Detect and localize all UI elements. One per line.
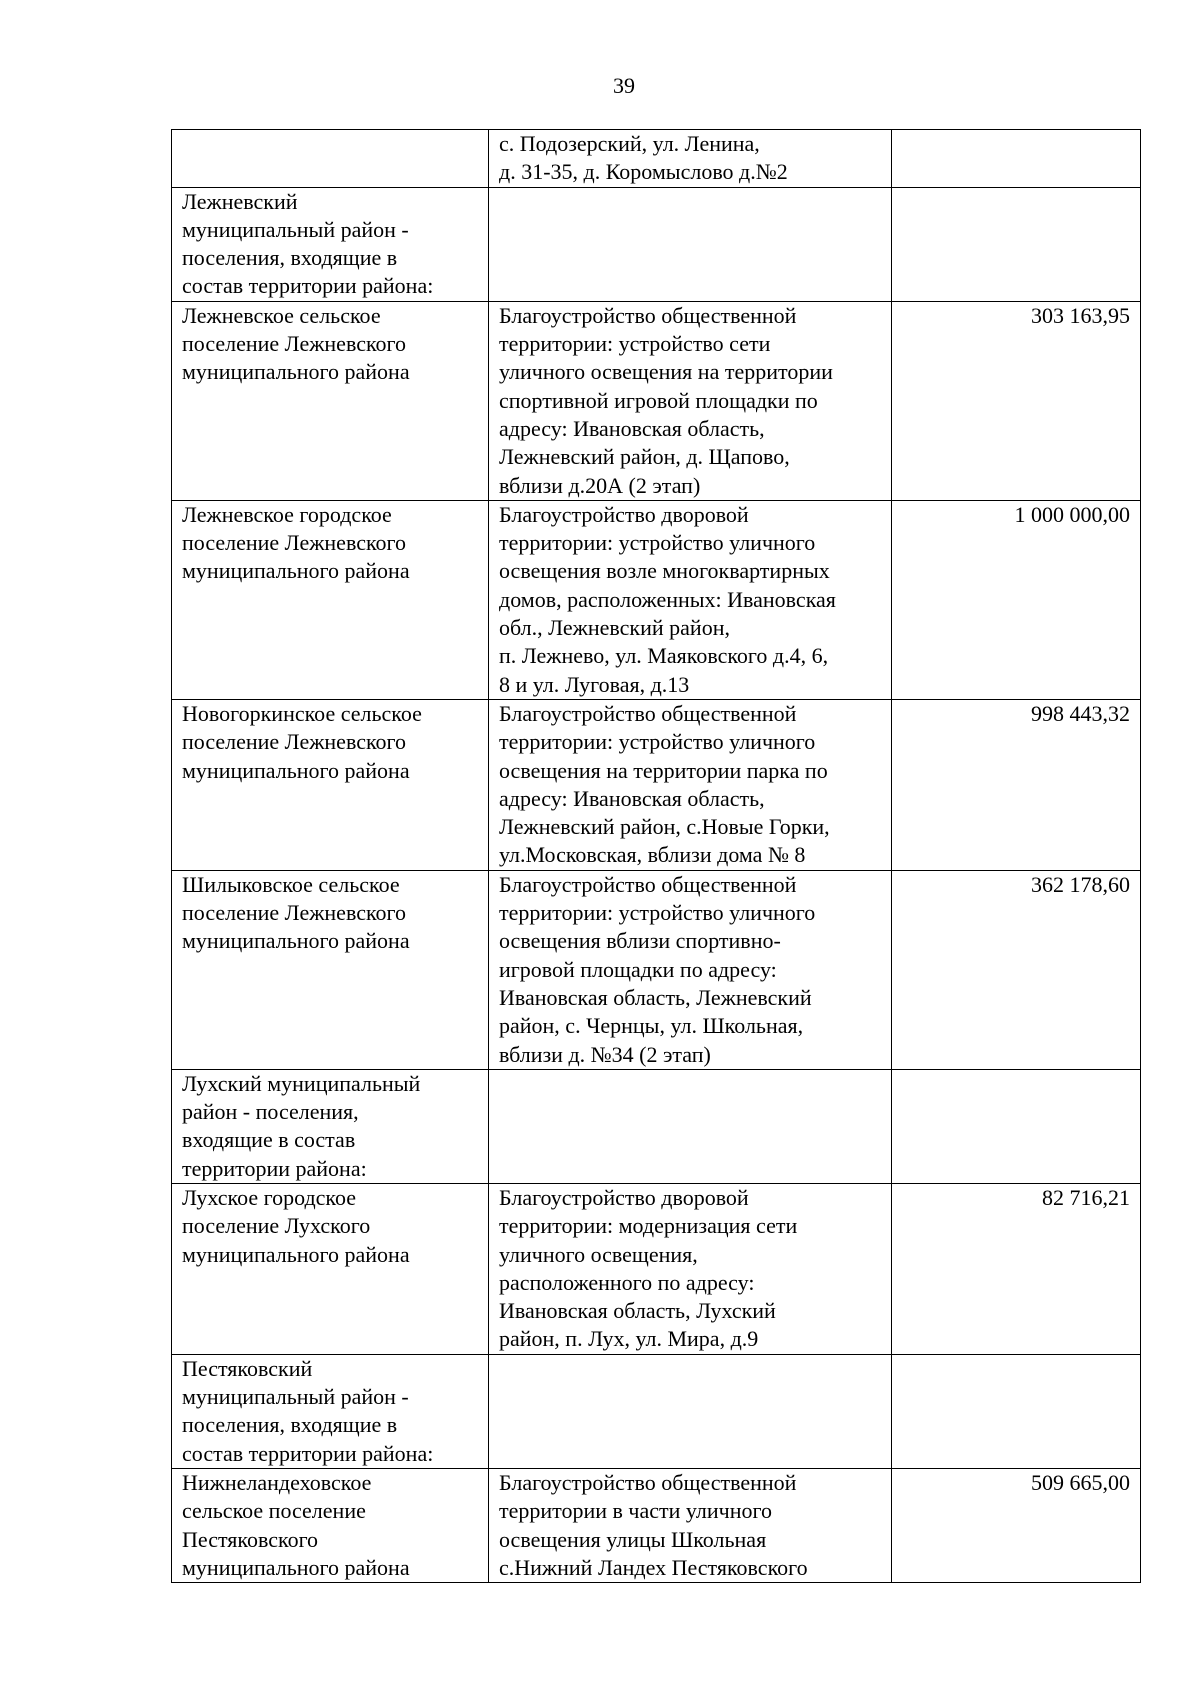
municipality-line: Пестяковский [182,1355,313,1381]
amount-cell [892,1468,1141,1582]
municipality-line: Новогоркинское сельское [182,700,422,726]
description-line: район, п. Лух, ул. Мира, д.9 [499,1326,759,1352]
description-line: территории в части уличного [499,1498,772,1524]
amount-cell [892,1183,1141,1354]
municipality-line: состав территории района: [182,1440,434,1466]
municipality-line: муниципального района [182,1554,410,1580]
amount-cell [892,699,1141,870]
municipality-line: поселения, входящие в [182,245,398,271]
municipality-line: состав территории района: [182,273,434,299]
description-line: Благоустройство общественной [499,1469,797,1495]
municipality-cell [172,1468,489,1582]
municipality-line: район - поселения, [182,1099,359,1125]
table-body [172,130,1141,1583]
municipality-line: Лежневское сельское [182,302,381,328]
municipality-line: Лежневский [182,188,298,214]
municipality-line: поселение Лежневского [182,331,407,357]
amount-value: 303 163,95 [1031,302,1130,328]
municipality-line: Лежневское городское [182,501,392,527]
amount-value: 362 178,60 [1031,871,1130,897]
description-line: игровой площадки по адресу: [499,956,777,982]
description-cell [489,1468,892,1582]
amount-cell [892,1354,1141,1468]
description-line: освещения улицы Школьная [499,1526,767,1552]
table-row [172,870,1141,1069]
table-row [172,1183,1141,1354]
page-number: 39 [613,73,635,98]
amount-value: 509 665,00 [1031,1469,1130,1495]
municipality-line: поселение Лежневского [182,900,407,926]
description-line: 8 и ул. Луговая, д.13 [499,671,690,697]
description-cell [489,1354,892,1468]
municipality-line: муниципальный район - [182,1384,409,1410]
municipality-line: поселение Лухского [182,1213,371,1239]
description-line: освещения вблизи спортивно- [499,928,781,954]
description-line: адресу: Ивановская область, [499,415,765,441]
municipality-line: Нижнеландеховское [182,1469,372,1495]
description-line: с.Нижний Ландех Пестяковского [499,1554,808,1580]
municipality-line: территории района: [182,1155,367,1181]
table-row [172,187,1141,301]
municipality-line: Шилыковское сельское [182,871,400,897]
description-line: Благоустройство дворовой [499,1184,749,1210]
description-line: с. Подозерский, ул. Ленина, [499,131,760,156]
municipality-line: муниципального района [182,1241,410,1267]
description-line: вблизи д.20А (2 этап) [499,472,701,498]
description-cell [489,500,892,699]
table-row [172,1354,1141,1468]
description-line: освещения на территории парка по [499,757,828,783]
municipality-line: муниципального района [182,558,410,584]
description-cell [489,187,892,301]
description-line: обл., Лежневский район, [499,615,730,641]
municipality-line: муниципального района [182,757,410,783]
description-line: территории: устройство сети [499,331,771,357]
municipality-line: муниципального района [182,928,410,954]
description-cell [489,1069,892,1183]
description-line: территории: модернизация сети [499,1213,798,1239]
municipality-cell [172,870,489,1069]
description-line: территории: устройство уличного [499,900,816,926]
description-line: Ивановская область, Лежневский [499,984,812,1010]
description-line: Благоустройство общественной [499,302,797,328]
municipality-line: сельское поселение [182,1498,366,1524]
description-line: домов, расположенных: Ивановская [499,586,836,612]
municipality-line: муниципального района [182,359,410,385]
table-row [172,1468,1141,1582]
description-line: п. Лежнево, ул. Маяковского д.4, 6, [499,643,829,669]
description-cell [489,699,892,870]
description-line: территории: устройство уличного [499,530,816,556]
description-line: Благоустройство дворовой [499,501,749,527]
municipality-line: Пестяковского [182,1526,319,1552]
description-line: уличного освещения на территории [499,359,833,385]
description-line: Лежневский район, с.Новые Горки, [499,814,830,840]
description-line: ул.Московская, вблизи дома № 8 [499,842,806,868]
municipality-cell [172,699,489,870]
description-line: район, с. Чернцы, ул. Школьная, [499,1013,804,1039]
amount-cell [892,500,1141,699]
amount-value: 998 443,32 [1031,700,1130,726]
description-cell [489,301,892,500]
description-cell [489,130,892,188]
amount-cell [892,1069,1141,1183]
table-row [172,130,1141,188]
municipality-cell [172,500,489,699]
municipality-cell [172,1069,489,1183]
description-line: вблизи д. №34 (2 этап) [499,1041,711,1067]
description-line: расположенного по адресу: [499,1269,755,1295]
municipality-line: поселение Лежневского [182,530,407,556]
amount-value: 82 716,21 [1042,1184,1130,1210]
municipality-cell [172,1183,489,1354]
amount-cell [892,187,1141,301]
description-line: спортивной игровой площадки по [499,387,818,413]
municipality-line: муниципальный район - [182,216,409,242]
municipality-line: Лухский муниципальный [182,1070,421,1096]
amount-cell [892,870,1141,1069]
municipality-line: Лухское городское [182,1184,357,1210]
municipality-line: поселение Лежневского [182,729,407,755]
description-line: Благоустройство общественной [499,871,797,897]
description-line: Лежневский район, д. Щапово, [499,444,790,470]
municipality-line: входящие в состав [182,1127,356,1153]
table-row [172,1069,1141,1183]
amount-cell [892,130,1141,188]
municipality-line: поселения, входящие в [182,1412,398,1438]
municipality-cell [172,130,489,188]
table-row [172,301,1141,500]
description-cell [489,1183,892,1354]
description-cell [489,870,892,1069]
description-line: адресу: Ивановская область, [499,785,765,811]
funding-table [171,129,1141,1583]
amount-cell [892,301,1141,500]
description-line: Благоустройство общественной [499,700,797,726]
table-row [172,500,1141,699]
municipality-cell [172,1354,489,1468]
municipality-cell [172,187,489,301]
description-line: Ивановская область, Лухский [499,1298,776,1324]
description-line: освещения возле многоквартирных [499,558,830,584]
amount-value: 1 000 000,00 [1014,501,1130,527]
description-line: д. 31-35, д. Коромыслово д.№2 [499,159,788,185]
municipality-cell [172,301,489,500]
description-line: территории: устройство уличного [499,729,816,755]
table-row [172,699,1141,870]
description-line: уличного освещения, [499,1241,698,1267]
